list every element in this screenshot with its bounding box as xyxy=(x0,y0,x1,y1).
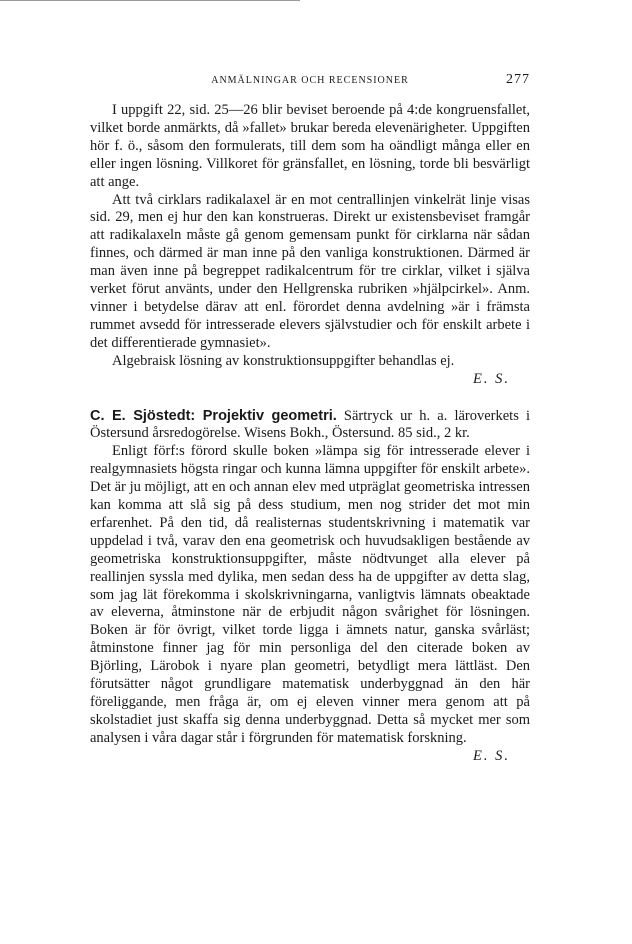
review-citation: Särtryck ur h. a. läroverkets i Östersund årsredogörelse. Wisens Bokh., Östersund. 85 sid., 2 kr. xyxy=(90,407,530,442)
paragraph: Algebraisk lösning av konstruktionsuppgifter behandlas ej. xyxy=(112,352,455,369)
paragraph: I uppgift 22, sid. 25—26 blir beviset beroende på 4:de kongruensfallet, vilket borde anmärkts, då »fallet» brukar bereda elevenärigheter. Uppgiften hör f. ö., såsom den formulerats, till dem som ha oändligt många eller en eller ingen lösning. Villkoret för gränsfallet, en lösning, torde bli besvärligt att ange. xyxy=(90,102,530,190)
paragraph: Att två cirklars radikalaxel är en mot centrallinjen vinkelrät linje visas sid. 29, men ej hur den kan konstrueras. Direkt ur existensbeviset framgår att radikalaxeln måste gå genom gemensam punkt för cirklarna när sådan finnes, och därmed är man inne på den vanliga konstruktionen. Därmed är man även inne på begreppet radikalcentrum för tre cirklar, vilket i själva verket förut använts, under den Hellgrenska rubriken »hjälpcirkel». Anm. vinner i betydelse därav att enl. förordet denna avdelning »är i främsta rummet avsedd för intresserade elevers självstudier och för enskilt arbete i det differentierade gymnasiet». xyxy=(90,191,530,351)
review-heading-paragraph xyxy=(90,408,530,444)
signature: E. S. xyxy=(473,370,510,387)
review-title: C. E. Sjöstedt: Projektiv geometri. xyxy=(90,407,337,424)
paragraph: Enligt förf:s förord skulle boken »lämpa sig för intresserade elever i realgymnasiets högsta ringar och kunna lämna uppgifter för enskilt arbete». Det är ju möjligt, att en och annan elev med utpräglat geometriska intressen kan komma att slå sig på dess studium, men nog strider det mot min erfarenhet. På den tid, då realisternas studentskrivning i matematik var uppdelad i två, varav den ena geometrisk och huvudsakligen bestående av geometriska konstruktionsuppgifter, måste nödtvunget alla elever på reallinjen syssla med dylika, men sedan dess ha de uppgifter av detta slag, som jag lät förekomma i skolskrivningarna, vanligtvis lämnats obeaktade av eleverna, åtminstone när de erbjudit någon svårighet för lösningen. Boken är för övrigt, vilket torde ligga i ämnets natur, ganska svårläst; åtminstone finner jag för min personliga del den citerade boken av Björling, Lärobok i nyare plan geometri, betydligt mera lättläst. Den förutsätter något grundligare matematisk underbyggnad än den här föreliggande, men fråga är, om ej eleven vinner mera genom att på skolstadiet just skaffa sig denna underbyggnad. Detta så mycket mer som analysen i våra dagar står i förgrunden för matematisk forskning. xyxy=(90,443,530,746)
page-number: 277 xyxy=(506,72,530,87)
running-header xyxy=(90,72,530,92)
body-text xyxy=(90,102,530,766)
top-rule xyxy=(0,0,300,1)
signature: E. S. xyxy=(473,747,510,764)
running-title: ANMÄLNINGAR OCH RECENSIONER xyxy=(211,75,409,86)
